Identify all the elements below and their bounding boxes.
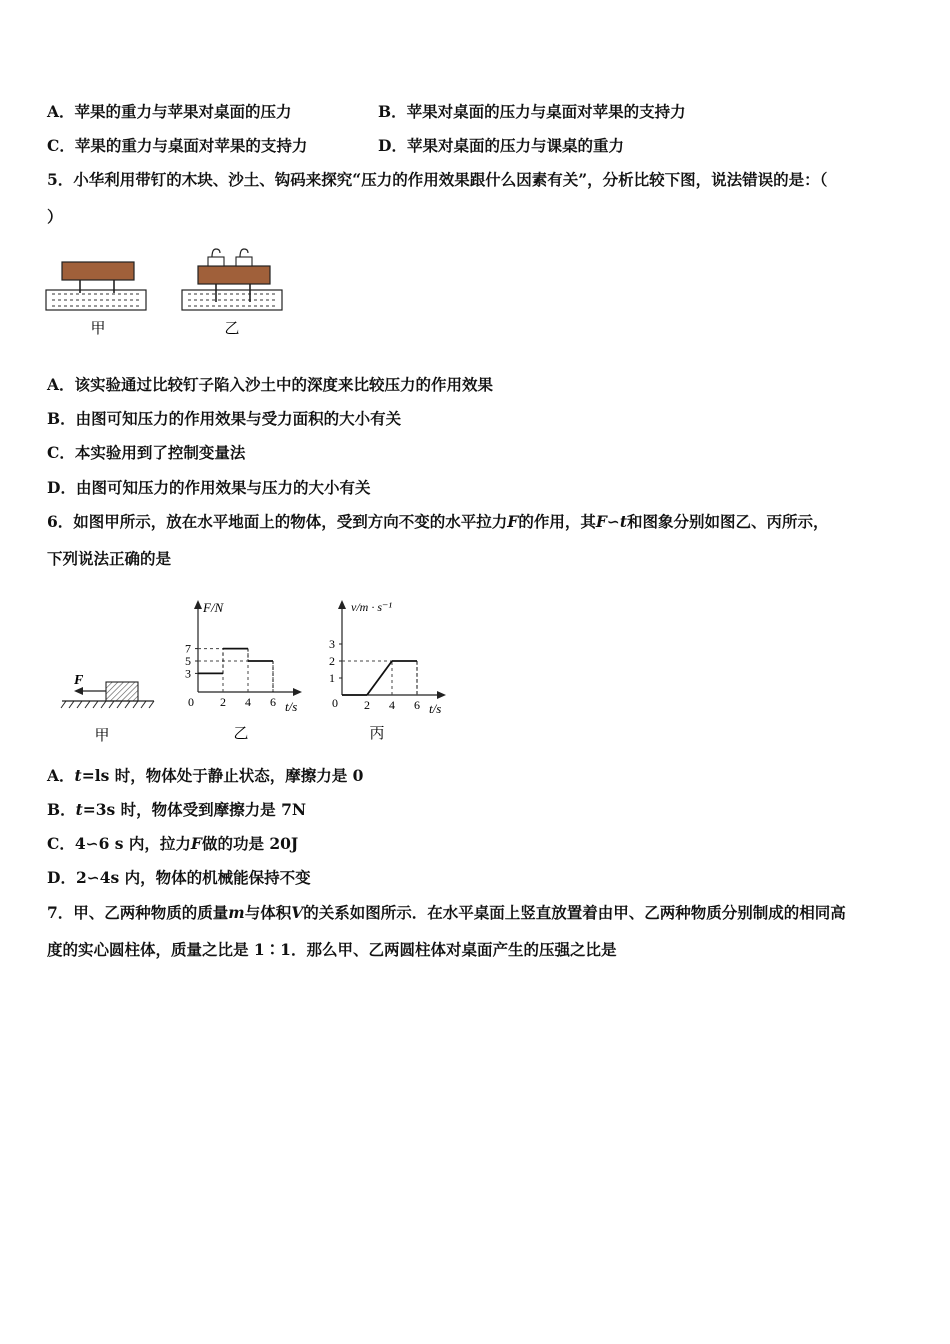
q5-fig-jia: [46, 262, 146, 337]
q6-option-c-label: C．4∽6 s 内，拉力: [47, 834, 191, 853]
q6-fig-jia-caption: 甲: [94, 728, 110, 744]
yi-origin: 0: [188, 695, 194, 709]
yi-y-tick-label-2: 7: [185, 641, 191, 656]
bing-y-arrow: [338, 600, 346, 609]
yi-x-arrow: [293, 688, 302, 696]
q6-option-b-var: t: [75, 800, 83, 819]
bing-series-segment-1: [367, 661, 392, 695]
q6-option-a-label: A．: [47, 766, 75, 785]
yi-x-tick-label-2: 6: [270, 695, 276, 709]
q6-option-b-label: B．: [47, 800, 76, 819]
q6-stem-part-a: 6．如图甲所示，放在水平地面上的物体，受到方向不变的水平拉力: [47, 512, 508, 531]
object-block: [106, 682, 138, 701]
yi-ylabel: F/N: [203, 600, 224, 615]
yi-y-tick-label-1: 5: [185, 654, 191, 668]
q7-stem-var-m: m: [228, 903, 245, 922]
q6-fig-yi-caption: 乙: [233, 726, 249, 742]
q5-option-b: B．由图可知压力的作用效果与受力面积的大小有关: [47, 409, 402, 428]
bing-xlabel: t/s: [429, 701, 442, 716]
q6-fig-yi-chart: [183, 595, 313, 745]
yi-x-tick-label-0: 2: [220, 695, 226, 709]
force-arrow-head: [74, 687, 83, 695]
hook-weight-left: [208, 249, 224, 266]
yi-y-tick-label-0: 3: [185, 666, 191, 681]
q6-option-a-var: t: [74, 766, 82, 785]
q6-option-c-text: 做的功是 20J: [201, 834, 299, 853]
q7-stem-part-b: 与体积: [244, 903, 292, 922]
q6-stem-line1: [47, 512, 829, 532]
bing-x-tick-label-0: 2: [364, 698, 370, 712]
q6-option-b: [47, 800, 306, 820]
q5-option-c: C．本实验用到了控制变量法: [47, 443, 246, 462]
yi-y-arrow: [194, 600, 202, 609]
hook-weight-right: [236, 249, 252, 266]
bing-y-tick-label-0: 1: [329, 671, 335, 685]
q6-stem-part-c: 和图象分别如图乙、丙所示，: [626, 512, 829, 531]
q6-option-a: [47, 766, 363, 786]
q5-figure: [40, 245, 290, 340]
q6-fig-bing-chart: [327, 595, 457, 745]
q6-option-c-var: F: [190, 834, 202, 853]
q5-fig-yi: [182, 249, 282, 337]
q5-fig-caption-jia: 甲: [90, 321, 106, 337]
q4-option-d: D．苹果对桌面的压力与课桌的重力: [378, 136, 624, 155]
q7-stem-line2: 度的实心圆柱体，质量之比是 1∶1．那么甲、乙两圆柱体对桌面产生的压强之比是: [47, 940, 617, 959]
bing-origin: 0: [332, 696, 338, 710]
q5-fig-caption-yi: 乙: [224, 321, 240, 337]
bing-x-arrow: [437, 691, 446, 699]
ground-hatch: [61, 701, 154, 708]
q6-option-b-text: =3s 时，物体受到摩擦力是 7N: [82, 800, 307, 819]
wood-block-yi: [198, 266, 270, 284]
q5-stem-line1: 5．小华利用带钉的木块、沙土、钩码来探究“压力的作用效果跟什么因素有关”，分析比较下图，说法错误的是：（: [47, 170, 828, 189]
bing-x-tick-label-2: 6: [414, 698, 420, 712]
bing-y-tick-label-2: 3: [329, 637, 335, 651]
q5-option-d: D．由图可知压力的作用效果与压力的大小有关: [47, 478, 371, 497]
bing-x-tick-label-1: 4: [389, 698, 395, 712]
wood-block-jia: [62, 262, 134, 280]
q6-option-d: D．2∽4s 内，物体的机械能保持不变: [47, 868, 311, 887]
q4-option-b: B．苹果对桌面的压力与桌面对苹果的支持力: [378, 102, 686, 121]
bing-ylabel: v/m · s⁻¹: [351, 600, 392, 614]
q5-stem-line2: ）: [47, 207, 63, 226]
q6-fig-bing-caption: 丙: [369, 726, 385, 742]
yi-x-tick-label-1: 4: [245, 695, 251, 709]
q4-option-a: A．苹果的重力与苹果对桌面的压力: [47, 102, 292, 121]
q4-option-c: C．苹果的重力与桌面对苹果的支持力: [47, 136, 308, 155]
q7-stem-part-a: 7．甲、乙两种物质的质量: [47, 903, 229, 922]
force-label: F: [74, 673, 84, 688]
q7-stem-part-c: 的关系如图所示．在水平桌面上竖直放置着由甲、乙两种物质分别制成的相同高: [303, 903, 846, 922]
q6-option-a-text: =ls 时，物体处于静止状态，摩擦力是 0: [81, 766, 364, 785]
q6-stem-var-ft: F∽t: [595, 512, 627, 531]
q7-stem-line1: [47, 903, 846, 923]
q6-option-c: [47, 834, 298, 854]
q7-stem-var-v: V: [291, 903, 304, 922]
bing-y-tick-label-1: 2: [329, 654, 335, 668]
yi-xlabel: t/s: [285, 699, 298, 714]
q6-stem-var-f: F: [507, 512, 519, 531]
q6-stem-line2: 下列说法正确的是: [47, 549, 172, 568]
q6-fig-jia: [58, 668, 158, 748]
q5-option-a: A．该实验通过比较钉子陷入沙土中的深度来比较压力的作用效果: [47, 375, 494, 394]
q6-stem-part-b: 的作用，其: [518, 512, 596, 531]
